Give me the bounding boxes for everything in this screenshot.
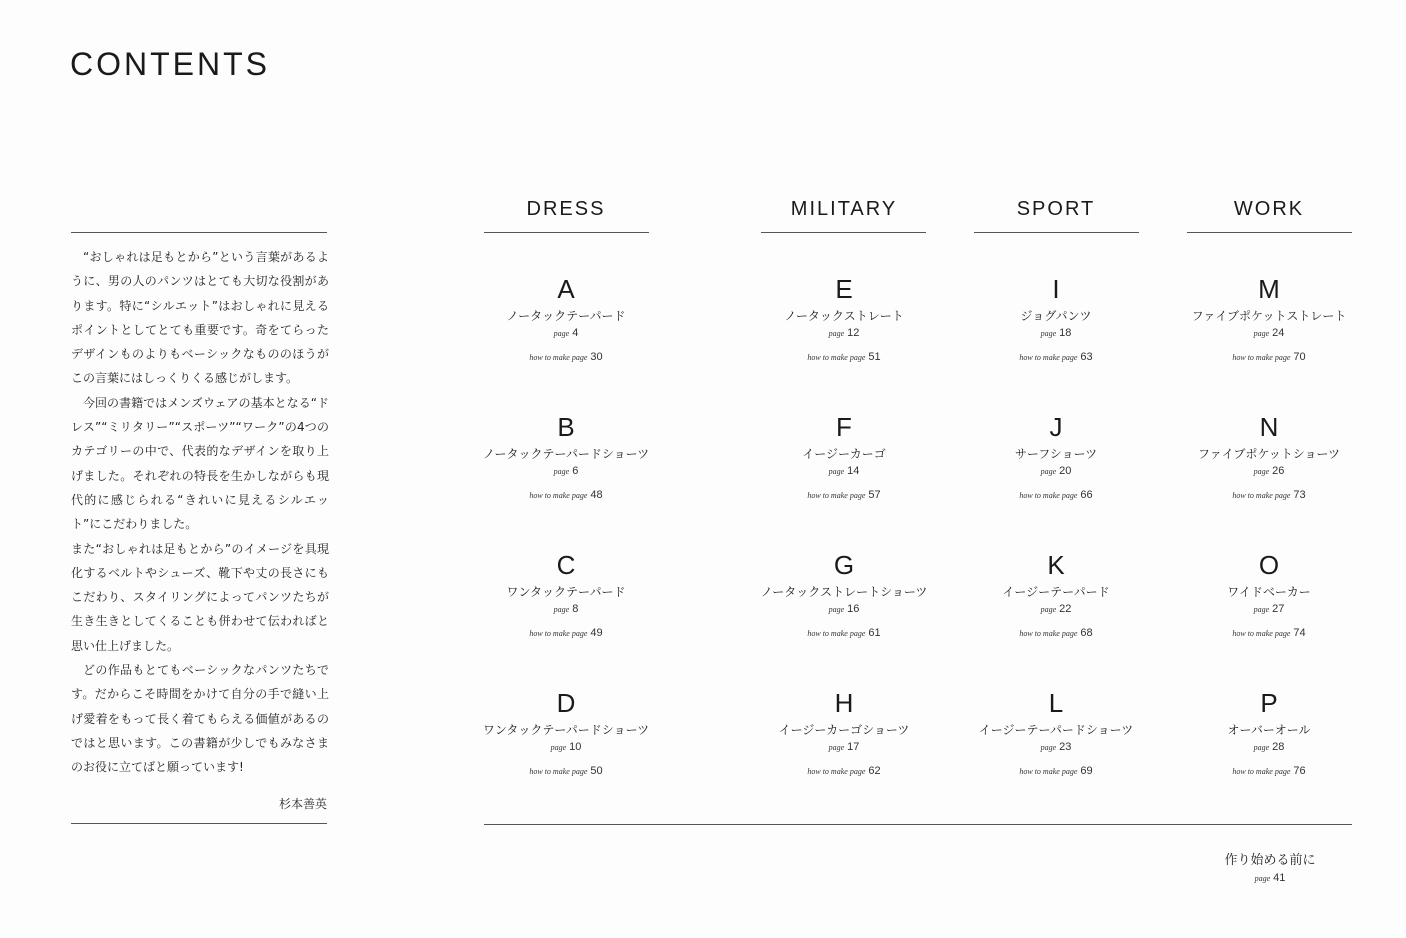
page-number: 17 bbox=[847, 741, 860, 753]
how-to-page-number: 62 bbox=[868, 765, 881, 777]
entry-title: ノータックテーパードショーツ bbox=[482, 447, 650, 461]
category-divider-military bbox=[761, 232, 926, 233]
how-to-label: how to make page bbox=[1019, 353, 1078, 362]
how-to-label: how to make page bbox=[1019, 491, 1078, 500]
entry-letter: D bbox=[556, 688, 576, 718]
entry-page bbox=[739, 601, 949, 617]
how-to-page-number: 76 bbox=[1293, 765, 1306, 777]
entry-page bbox=[461, 601, 671, 617]
entry-how-to-page bbox=[461, 487, 671, 503]
entry-page bbox=[461, 739, 671, 755]
intro-paragraph: また“おしゃれは足もとから”のイメージを具現化するベルトやシューズ、靴下や丈の長さにもこだわり、スタイリングによってパンツたちが生き生きとしてくることも併わせて伝わればと思い仕上げました。 bbox=[71, 541, 329, 653]
entry-how-to-page bbox=[1164, 763, 1374, 779]
page-label: page bbox=[553, 329, 570, 338]
how-to-label: how to make page bbox=[529, 767, 588, 776]
entry-how-to-page bbox=[461, 763, 671, 779]
entry-title: ノータックストレートショーツ bbox=[760, 585, 928, 599]
how-to-page-number: 70 bbox=[1293, 351, 1306, 363]
page-number: 23 bbox=[1059, 741, 1072, 753]
entry-title: ワンタックテーパードショーツ bbox=[482, 723, 650, 737]
entry-page bbox=[951, 601, 1161, 617]
how-to-page-number: 50 bbox=[590, 765, 603, 777]
how-to-label: how to make page bbox=[1232, 353, 1291, 362]
page-number: 8 bbox=[572, 603, 579, 615]
page-label: page bbox=[1254, 874, 1271, 883]
entry-page bbox=[461, 463, 671, 479]
page-label: page bbox=[553, 467, 570, 476]
page-label: page bbox=[828, 605, 845, 614]
how-to-label: how to make page bbox=[1232, 629, 1291, 638]
how-to-page-number: 51 bbox=[868, 351, 881, 363]
page-label: page bbox=[1040, 743, 1057, 752]
how-to-label: how to make page bbox=[529, 629, 588, 638]
entry-page bbox=[461, 325, 671, 341]
how-to-page-number: 49 bbox=[590, 627, 603, 639]
how-to-label: how to make page bbox=[529, 491, 588, 500]
entry-title: ワンタックテーパード bbox=[506, 585, 626, 599]
page-number: 10 bbox=[569, 741, 582, 753]
entry-page bbox=[1164, 463, 1374, 479]
page-number: 24 bbox=[1272, 327, 1285, 339]
entry-page bbox=[1164, 601, 1374, 617]
page-label: page bbox=[1253, 743, 1270, 752]
page-label: page bbox=[550, 743, 567, 752]
how-to-label: how to make page bbox=[807, 353, 866, 362]
page-number: 4 bbox=[572, 327, 579, 339]
contents-entry-i[interactable] bbox=[951, 274, 1161, 365]
entry-title: ジョグパンツ bbox=[1020, 309, 1092, 323]
how-to-page-number: 61 bbox=[868, 627, 881, 639]
entry-page bbox=[739, 739, 949, 755]
entry-how-to-page bbox=[739, 349, 949, 365]
entry-letter: P bbox=[1260, 688, 1278, 718]
page-label: page bbox=[1253, 329, 1270, 338]
how-to-label: how to make page bbox=[1232, 767, 1291, 776]
page-label: page bbox=[1040, 605, 1057, 614]
contents-entry-h[interactable] bbox=[739, 688, 949, 779]
contents-entry-a[interactable] bbox=[461, 274, 671, 365]
contents-entry-g[interactable] bbox=[739, 550, 949, 641]
contents-entry-c[interactable] bbox=[461, 550, 671, 641]
entry-page bbox=[951, 325, 1161, 341]
page-label: page bbox=[1253, 605, 1270, 614]
entry-title: イージーカーゴ bbox=[802, 447, 886, 461]
category-divider-dress bbox=[484, 232, 649, 233]
category-heading-dress: DRESS bbox=[526, 198, 606, 220]
entry-letter: M bbox=[1258, 274, 1280, 304]
entry-title: イージーカーゴショーツ bbox=[778, 723, 910, 737]
entry-title: サーフショーツ bbox=[1014, 447, 1098, 461]
how-to-label: how to make page bbox=[1232, 491, 1291, 500]
page-number: 28 bbox=[1272, 741, 1285, 753]
entry-title: ワイドベーカー bbox=[1227, 585, 1311, 599]
entry-letter: A bbox=[557, 274, 575, 304]
intro-paragraph: どの作品もとてもベーシックなパンツたちです。だからこそ時間をかけて自分の手で縫い上げ愛着をもって長く着てもらえる価値があるのではと思います。この書籍が少しでもみなさまのお役に立てばと願っています! bbox=[71, 663, 329, 775]
intro-bottom-divider bbox=[71, 823, 327, 824]
contents-entry-j[interactable] bbox=[951, 412, 1161, 503]
entry-how-to-page bbox=[739, 625, 949, 641]
entry-title: オーバーオール bbox=[1227, 723, 1311, 737]
entry-how-to-page bbox=[951, 763, 1161, 779]
category-heading-military: MILITARY bbox=[790, 198, 898, 220]
entry-how-to-page bbox=[1164, 487, 1374, 503]
contents-entry-k[interactable] bbox=[951, 550, 1161, 641]
page-label: page bbox=[828, 329, 845, 338]
page-number: 14 bbox=[847, 465, 860, 477]
entry-title: ファイブポケットショーツ bbox=[1197, 447, 1341, 461]
entry-title: イージーテーパードショーツ bbox=[978, 723, 1134, 737]
entry-title: ノータックテーパード bbox=[506, 309, 626, 323]
entry-how-to-page bbox=[739, 487, 949, 503]
intro-paragraph: 今回の書籍ではメンズウェアの基本となる“ドレス”“ミリタリー”“スポーツ”“ワーク”の4つのカテゴリーの中で、代表的なデザインを取り上げました。それぞれの特長を生かしながらも現代的に感じられる“きれいに見えるシルエット”にこだわりました。 bbox=[71, 395, 329, 532]
page-label: page bbox=[1040, 329, 1057, 338]
contents-bottom-divider bbox=[484, 824, 1352, 825]
intro-paragraph: “おしゃれは足もとから”という言葉があるように、男の人のパンツはとても大切な役割があります。特に“シルエット”はおしゃれに見えるポイントとしてとても重要です。奇をてらったデザインものよりもベーシックなもののほうがこの言葉にはしっくりくる感じがします。 bbox=[71, 250, 329, 386]
before-start-page bbox=[1200, 870, 1340, 886]
contents-entry-e[interactable] bbox=[739, 274, 949, 365]
page-number: 26 bbox=[1272, 465, 1285, 477]
entry-letter: H bbox=[834, 688, 854, 718]
entry-how-to-page bbox=[1164, 625, 1374, 641]
how-to-page-number: 73 bbox=[1293, 489, 1306, 501]
category-heading-sport: SPORT bbox=[1016, 198, 1096, 220]
page-title: CONTENTS bbox=[70, 46, 270, 82]
entry-letter: O bbox=[1258, 550, 1280, 580]
page-number: 12 bbox=[847, 327, 860, 339]
how-to-page-number: 69 bbox=[1080, 765, 1093, 777]
page-label: page bbox=[1040, 467, 1057, 476]
entry-page bbox=[1164, 325, 1374, 341]
page-number: 18 bbox=[1059, 327, 1072, 339]
contents-entry-p[interactable] bbox=[1164, 688, 1374, 779]
how-to-label: how to make page bbox=[1019, 767, 1078, 776]
entry-how-to-page bbox=[951, 625, 1161, 641]
how-to-page-number: 66 bbox=[1080, 489, 1093, 501]
entry-page bbox=[951, 463, 1161, 479]
how-to-label: how to make page bbox=[1019, 629, 1078, 638]
how-to-label: how to make page bbox=[529, 353, 588, 362]
category-divider-work bbox=[1187, 232, 1352, 233]
entry-how-to-page bbox=[951, 487, 1161, 503]
page-number: 41 bbox=[1273, 872, 1286, 884]
contents-entry-m[interactable] bbox=[1164, 274, 1374, 365]
entry-letter: K bbox=[1047, 550, 1065, 580]
entry-letter: G bbox=[833, 550, 855, 580]
contents-entry-n[interactable] bbox=[1164, 412, 1374, 503]
page-number: 22 bbox=[1059, 603, 1072, 615]
before-start-entry[interactable] bbox=[1200, 853, 1340, 886]
entry-letter: F bbox=[836, 412, 852, 442]
entry-letter: L bbox=[1048, 688, 1064, 718]
before-start-title: 作り始める前に bbox=[1224, 853, 1316, 868]
how-to-label: how to make page bbox=[807, 629, 866, 638]
contents-entry-d[interactable] bbox=[461, 688, 671, 779]
entry-how-to-page bbox=[461, 625, 671, 641]
entry-page bbox=[739, 325, 949, 341]
how-to-page-number: 63 bbox=[1080, 351, 1093, 363]
contents-entry-b[interactable] bbox=[461, 412, 671, 503]
entry-page bbox=[739, 463, 949, 479]
how-to-page-number: 30 bbox=[590, 351, 603, 363]
entry-letter: B bbox=[557, 412, 575, 442]
entry-page bbox=[951, 739, 1161, 755]
contents-entry-o[interactable] bbox=[1164, 550, 1374, 641]
how-to-page-number: 57 bbox=[868, 489, 881, 501]
page-label: page bbox=[553, 605, 570, 614]
how-to-page-number: 68 bbox=[1080, 627, 1093, 639]
how-to-label: how to make page bbox=[807, 767, 866, 776]
page-number: 20 bbox=[1059, 465, 1072, 477]
entry-how-to-page bbox=[951, 349, 1161, 365]
page-label: page bbox=[1253, 467, 1270, 476]
how-to-page-number: 74 bbox=[1293, 627, 1306, 639]
entry-title: ノータックストレート bbox=[784, 309, 904, 323]
how-to-label: how to make page bbox=[807, 491, 866, 500]
contents-entry-l[interactable] bbox=[951, 688, 1161, 779]
page-label: page bbox=[828, 743, 845, 752]
author-name: 杉本善英 bbox=[278, 797, 327, 811]
entry-letter: N bbox=[1259, 412, 1279, 442]
entry-how-to-page bbox=[1164, 349, 1374, 365]
entry-letter: C bbox=[556, 550, 576, 580]
entry-letter: I bbox=[1052, 274, 1060, 304]
entry-letter: E bbox=[835, 274, 853, 304]
entry-how-to-page bbox=[739, 763, 949, 779]
contents-entry-f[interactable] bbox=[739, 412, 949, 503]
intro-top-divider bbox=[71, 232, 327, 233]
how-to-page-number: 48 bbox=[590, 489, 603, 501]
page-number: 16 bbox=[847, 603, 860, 615]
category-divider-sport bbox=[974, 232, 1139, 233]
entry-page bbox=[1164, 739, 1374, 755]
entry-title: イージーテーパード bbox=[1002, 585, 1110, 599]
entry-letter: J bbox=[1049, 412, 1063, 442]
page-number: 6 bbox=[572, 465, 579, 477]
category-heading-work: WORK bbox=[1233, 198, 1305, 220]
page-label: page bbox=[828, 467, 845, 476]
entry-title: ファイブポケットストレート bbox=[1191, 309, 1347, 323]
page-number: 27 bbox=[1272, 603, 1285, 615]
entry-how-to-page bbox=[461, 349, 671, 365]
intro-text bbox=[71, 245, 329, 780]
